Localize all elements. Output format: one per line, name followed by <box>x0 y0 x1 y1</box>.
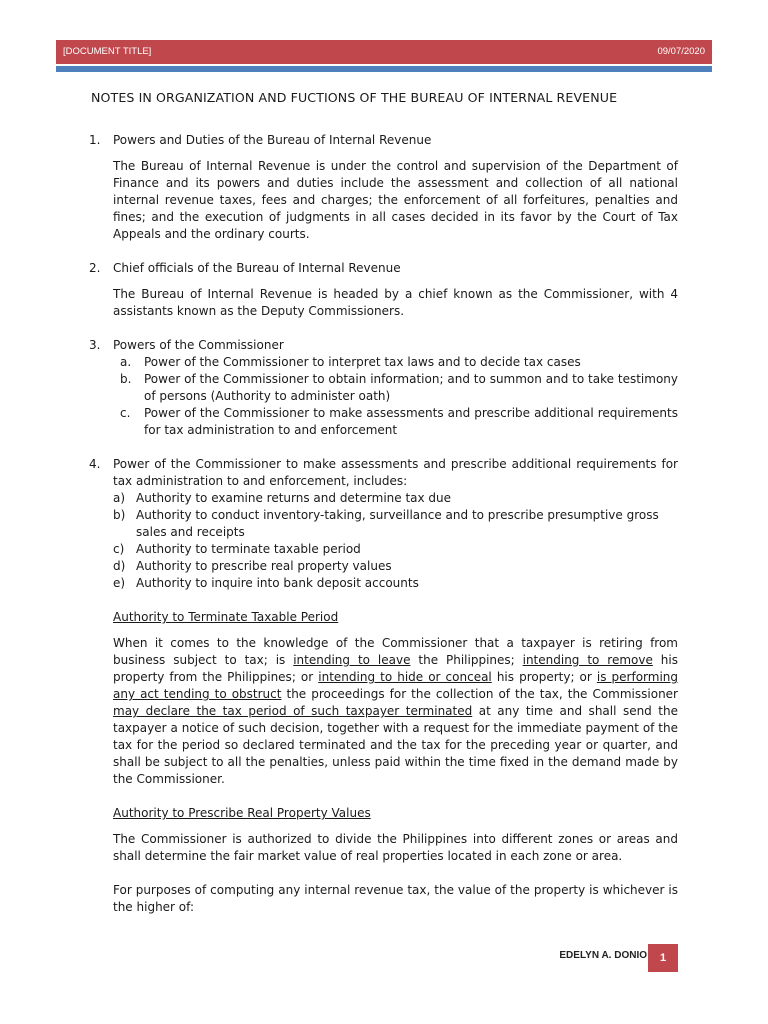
document-body <box>89 89 678 916</box>
list-item-text: Authority to inquire into bank deposit accounts <box>136 576 419 590</box>
list-item <box>113 541 678 558</box>
list-item-label: b) <box>113 508 126 522</box>
list-item <box>113 405 678 439</box>
authorities-list <box>113 490 678 592</box>
header-bar <box>56 40 712 64</box>
list-item-label: d) <box>113 559 126 573</box>
real-property-body-2: For purposes of computing any internal revenue tax, the value of the property is whichever is the higher of: <box>113 883 678 914</box>
underlined-text: may declare the tax period of such taxpayer terminated <box>113 704 473 718</box>
text-run: the proceedings for the collection of the tax, the Commissioner <box>281 687 678 701</box>
list-item-label: c) <box>113 542 125 556</box>
section-heading: Power of the Commissioner to make assessments and prescribe additional requirements for tax administration to and enforcement, includes: <box>113 457 678 488</box>
list-item <box>113 558 678 575</box>
section-number: 3. <box>89 338 101 352</box>
text-run: When it comes to the knowledge of the Commissioner that a taxpayer is retiring from business subject to tax; is <box>113 636 678 667</box>
section-3 <box>89 337 678 439</box>
section-body: The Bureau of Internal Revenue is headed by a chief known as the Commissioner, with 4 assistants known as the Deputy Commissioners. <box>113 287 678 318</box>
section-4 <box>89 456 678 916</box>
list-item-text: Power of the Commissioner to obtain information; and to summon and to take testimony of persons (Authority to administer oath) <box>144 372 678 403</box>
list-item <box>113 490 678 507</box>
header-date: 09/07/2020 <box>657 46 705 57</box>
section-1 <box>89 132 678 243</box>
header-rule <box>56 66 712 72</box>
list-item-text: Power of the Commissioner to make assessments and prescribe additional requirements for tax administration to and enforcement <box>144 406 678 437</box>
underlined-text: intending to hide or conceal <box>318 670 492 684</box>
list-item-label: e) <box>113 576 126 590</box>
list-item-text: Authority to conduct inventory-taking, surveillance and to prescribe presumptive gross sales and receipts <box>136 508 659 539</box>
terminate-period-body <box>113 635 678 788</box>
section-number: 4. <box>89 457 101 471</box>
page-number-badge: 1 <box>648 944 678 972</box>
text-run: his property from the Philippines; or <box>113 653 678 684</box>
underlined-text: intending to leave <box>293 653 411 667</box>
section-body: The Bureau of Internal Revenue is under the control and supervision of the Department of Finance and its powers and duties include the assessment and collection of all national internal revenue taxes, fees and charges; the enforcement of all forfeitures, penalties and fines; and the execution of judgments in all cases decided in its favor by the Court of Tax Appeals and the ordinary courts. <box>113 159 678 241</box>
section-heading: Powers and Duties of the Bureau of Internal Revenue <box>113 133 432 147</box>
list-item <box>113 354 678 371</box>
list-item-text: Authority to terminate taxable period <box>136 542 361 556</box>
list-item <box>113 575 678 592</box>
list-item <box>113 507 678 541</box>
underlined-text: intending to remove <box>522 653 653 667</box>
subsection-heading-terminate-period: Authority to Terminate Taxable Period <box>113 610 339 624</box>
footer-author: EDELYN A. DONIO <box>559 950 647 961</box>
list-item-label: a) <box>113 491 126 505</box>
list-item-text: Power of the Commissioner to interpret tax laws and to decide tax cases <box>144 355 581 369</box>
section-number: 2. <box>89 261 101 275</box>
section-heading: Chief officials of the Bureau of Internal Revenue <box>113 261 401 275</box>
page-title: NOTES IN ORGANIZATION AND FUCTIONS OF THE BUREAU OF INTERNAL REVENUE <box>91 90 618 105</box>
text-run: his property; or <box>491 670 597 684</box>
text-run: the Philippines; <box>410 653 523 667</box>
header-document-title: [DOCUMENT TITLE] <box>63 46 152 57</box>
list-item-label: c. <box>120 406 131 420</box>
section-heading: Powers of the Commissioner <box>113 338 284 352</box>
underlined-text: is performing any act tending to obstruct <box>113 670 679 701</box>
list-item-label: a. <box>120 355 132 369</box>
text-run: at any time and shall send the taxpayer a notice of such decision, together with a request for the immediate payment of the tax for the period so declared terminated and the tax for the preceding year or quarter, and shall be subject to all the penalties, unless paid within the time fixed in the demand made by the Commissioner. <box>113 704 678 786</box>
section-2 <box>89 260 678 320</box>
list-item <box>113 371 678 405</box>
real-property-body: The Commissioner is authorized to divide the Philippines into different zones or areas and shall determine the fair market value of real properties located in each zone or area. <box>113 832 678 863</box>
subsection-heading-real-property: Authority to Prescribe Real Property Values <box>113 806 371 820</box>
list-item-text: Authority to examine returns and determine tax due <box>136 491 452 505</box>
list-item-label: b. <box>120 372 132 386</box>
list-item-text: Authority to prescribe real property values <box>136 559 392 573</box>
powers-list <box>113 354 678 439</box>
section-number: 1. <box>89 133 101 147</box>
